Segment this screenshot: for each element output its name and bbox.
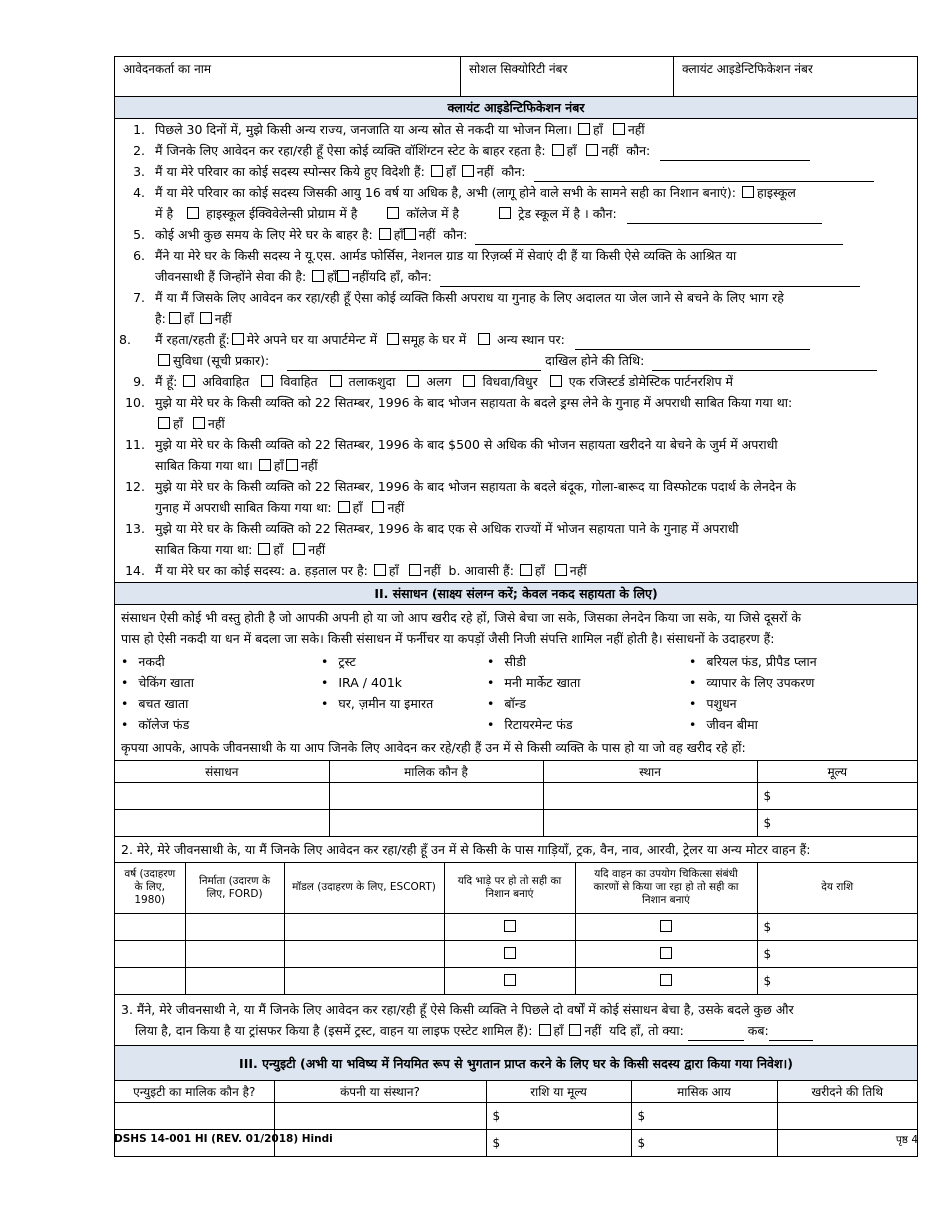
- sold-yes-checkbox[interactable]: [539, 1024, 551, 1036]
- q9-widowed-checkbox[interactable]: [463, 375, 475, 387]
- resources-ask: कृपया आपके, आपके जीवनसाथी के या आप जिनके लिए आवेदन कर रहे/रही हैं उन में से किसी व्यक्ति के पास हो या जो वह खरीद रहे हों:: [121, 740, 746, 755]
- no-label: नहीं: [569, 563, 587, 578]
- question-13: [115, 518, 917, 539]
- question-number: 4.: [133, 185, 145, 200]
- page-number: पृष्ठ 4: [895, 1134, 918, 1146]
- no-if-yes-label: नहींयदि हाँ, कौन:: [352, 269, 432, 284]
- location-cell[interactable]: [543, 810, 757, 837]
- question-4: [115, 182, 917, 203]
- rented-checkbox[interactable]: [504, 974, 516, 986]
- facility-label: सुविधा (सूची प्रकार):: [173, 353, 270, 368]
- question-2: [115, 140, 917, 161]
- no-label: नहीं: [214, 311, 232, 326]
- question-number: 10.: [125, 395, 145, 410]
- q10-yes-checkbox[interactable]: [158, 417, 170, 429]
- q8-own-checkbox[interactable]: [232, 333, 244, 345]
- question-number: 11.: [125, 437, 145, 452]
- col-header-rented: यदि भाड़े पर हो तो सही का निशान बनाएं: [444, 863, 575, 913]
- yes-label: हाँ: [183, 311, 194, 326]
- q8-facility-input[interactable]: [287, 357, 541, 371]
- entry-date-label: दाखिल होने की तिथि:: [545, 353, 645, 368]
- page-footer: [114, 1133, 918, 1147]
- when-label: कब:: [747, 1022, 769, 1038]
- q4-hs-equiv-checkbox[interactable]: [187, 207, 199, 219]
- question-4-cont: [115, 203, 917, 224]
- group-home-label: समूह के घर में: [402, 332, 467, 347]
- yes-label: हाँ: [273, 542, 284, 557]
- q8-other-checkbox[interactable]: [478, 333, 490, 345]
- list-item: • ट्रस्ट: [321, 651, 487, 672]
- no-label: नहीं: [418, 227, 436, 242]
- q6-no-checkbox[interactable]: [337, 270, 349, 282]
- amount-owed-cell[interactable]: [757, 913, 917, 940]
- question-3: [115, 161, 917, 182]
- no-label: नहीं: [423, 563, 441, 578]
- partnership-label: एक रजिस्टर्ड डोमेस्टिक पार्टनरशिप में: [568, 374, 734, 389]
- other-place-label: अन्य स्थान पर:: [497, 332, 565, 347]
- list-item: • बचत खाता: [121, 693, 321, 714]
- col-header-purchase-date: खरीदने की तिथि: [777, 1081, 917, 1103]
- no-label: नहीं: [584, 1022, 602, 1038]
- yes-label: हाँ: [534, 563, 545, 578]
- col-header-make: निर्माता (उदारण के लिए, FORD): [185, 863, 284, 913]
- q1-yes-checkbox[interactable]: [578, 123, 590, 135]
- dollar-sign: $: [763, 816, 772, 830]
- q1-no-checkbox[interactable]: [613, 123, 625, 135]
- make-cell[interactable]: [185, 940, 284, 967]
- col-header-location: स्थान: [543, 761, 757, 783]
- no-label: नहीं: [300, 458, 318, 473]
- question-text: मैं रहता/रहती हूँ:: [155, 332, 230, 347]
- question-number: 8.: [119, 332, 131, 347]
- list-item: • चेकिंग खाता: [121, 672, 321, 693]
- questions-block: [115, 119, 917, 583]
- make-cell[interactable]: [185, 913, 284, 940]
- who-label: कौन:: [592, 206, 617, 221]
- year-cell[interactable]: [115, 967, 185, 994]
- form-id: DSHS 14-001 HI (REV. 01/2018) Hindi: [114, 1133, 333, 1145]
- question-number: 9.: [133, 374, 145, 389]
- q13-yes-checkbox[interactable]: [258, 543, 270, 555]
- list-item: • जीवन बीमा: [689, 714, 911, 735]
- question-number: 6.: [133, 248, 145, 263]
- dollar-sign: $: [637, 1108, 646, 1123]
- table-row: [115, 783, 917, 810]
- list-item: • सीडी: [487, 651, 689, 672]
- question-text: मुझे या मेरे घर के किसी व्यक्ति को 22 सितम्बर, 1996 के बाद एक से अधिक राज्यों में भोजन सहायता पाने के गुनाह में अपराधी: [155, 521, 739, 536]
- amount-owed-cell[interactable]: [757, 940, 917, 967]
- dollar-sign: $: [637, 1135, 646, 1150]
- q9-partnership-checkbox[interactable]: [550, 375, 562, 387]
- q9-single-checkbox[interactable]: [183, 375, 195, 387]
- rented-cell: [444, 940, 575, 967]
- question-11-cont: [115, 455, 917, 476]
- list-item: • घर, ज़मीन या इमारत: [321, 693, 487, 714]
- location-cell[interactable]: [543, 783, 757, 810]
- q8-group-checkbox[interactable]: [387, 333, 399, 345]
- question-text: कोई अभी कुछ समय के लिए मेरे घर के बाहर है:: [155, 227, 373, 242]
- resources-intro-line-2: पास हो ऐसी नकदी या धन में बदला जा सके। किसी संसाधन में फर्नीचर या कपड़ों जैसी निजी संपत्ति शामिल नहीं होती है। संसाधनों के उदाहरण हैं:: [121, 631, 775, 646]
- question-number: 13.: [125, 521, 145, 536]
- q8-other-input[interactable]: [575, 336, 810, 350]
- question-text: पिछले 30 दिनों में, मुझे किसी अन्य राज्य, जनजाति या अन्य स्रोत से नकदी या भोजन मिला।: [155, 122, 572, 137]
- question-11: [115, 434, 917, 455]
- yes-label: हाँ: [592, 122, 603, 137]
- list-item: • नकदी: [121, 651, 321, 672]
- question-14: [115, 560, 917, 581]
- amount-owed-cell[interactable]: [757, 967, 917, 994]
- medical-cell: [575, 940, 757, 967]
- q8-facility-checkbox[interactable]: [158, 354, 170, 366]
- question-10-cont: [115, 413, 917, 434]
- question-text: मुझे या मेरे घर के किसी व्यक्ति को 22 सितम्बर, 1996 के बाद भोजन सहायता के बदले बंदूक, गोला-बारूद या विस्फोटक पदार्थ के लेनदेन के: [155, 479, 796, 494]
- rented-cell: [444, 967, 575, 994]
- q7-no-checkbox[interactable]: [200, 312, 212, 324]
- hs-equiv-label: हाइस्कूल ईक्विवेलेन्सी प्रोग्राम में है: [206, 206, 358, 221]
- question-number: 12.: [125, 479, 145, 494]
- q14a-yes-checkbox[interactable]: [374, 564, 386, 576]
- q3-yes-checkbox[interactable]: [431, 165, 443, 177]
- question-12: [115, 476, 917, 497]
- q4-who-input[interactable]: [627, 210, 822, 224]
- q14b-no-checkbox[interactable]: [555, 564, 567, 576]
- no-label: नहीं: [387, 500, 405, 515]
- q4-trade-checkbox[interactable]: [499, 207, 511, 219]
- amount-cell[interactable]: [486, 1102, 631, 1129]
- col-header-model: मॉडल (उदाहरण के लिए, ESCORT): [284, 863, 444, 913]
- question-8: [115, 329, 917, 350]
- medical-cell: [575, 967, 757, 994]
- question-text: मैं हूँ:: [155, 374, 178, 389]
- trade-label: ट्रेड स्कूल में है ।: [518, 206, 589, 221]
- col-header-year: वर्ष (उदाहरण के लिए, 1980): [115, 863, 185, 913]
- resource-cell[interactable]: [115, 810, 329, 837]
- model-cell[interactable]: [284, 967, 444, 994]
- question-13-cont: [115, 539, 917, 560]
- q14a-no-checkbox[interactable]: [409, 564, 421, 576]
- q9-divorced-checkbox[interactable]: [330, 375, 342, 387]
- yes-label: हाँ: [566, 143, 577, 158]
- sold-what-input[interactable]: [688, 1027, 744, 1041]
- rented-checkbox[interactable]: [504, 947, 516, 959]
- list-item: • बॉन्ड: [487, 693, 689, 714]
- client-id-section-text: क्लायंट आइडेन्टिफिकेशन नंबर: [447, 100, 585, 115]
- list-item: • बरियल फंड, प्रीपैड प्लान: [689, 651, 911, 672]
- q8-entry-date-input[interactable]: [652, 357, 877, 371]
- yes-label: हाँ: [393, 227, 404, 242]
- q11-yes-checkbox[interactable]: [259, 459, 271, 471]
- q14b-yes-checkbox[interactable]: [520, 564, 532, 576]
- list-item: • व्यापार के लिए उपकरण: [689, 672, 911, 693]
- rented-cell: [444, 913, 575, 940]
- q10-no-checkbox[interactable]: [193, 417, 205, 429]
- question-number: 2.: [133, 143, 145, 158]
- resource-examples-col-1: [121, 651, 321, 735]
- q14b-label: b. आवासी हैं:: [448, 563, 514, 578]
- year-cell[interactable]: [115, 940, 185, 967]
- annuity-section-title: [115, 1045, 917, 1081]
- divorced-label: तलाकशुदा: [348, 374, 396, 389]
- client-id-field[interactable]: [673, 57, 917, 96]
- question-6: [115, 245, 917, 266]
- own-home-label: मेरे अपने घर या अपार्टमेन्ट में: [246, 332, 378, 347]
- question-text: गुनाह में अपराधी साबित किया गया था:: [155, 500, 332, 515]
- table-row: [115, 810, 917, 837]
- purchase-date-cell[interactable]: [777, 1102, 917, 1129]
- q2-who-input[interactable]: [660, 147, 810, 161]
- widowed-label: विधवा/विधुर: [482, 374, 538, 389]
- question-number: 5.: [133, 227, 145, 242]
- sold-resources-question: [115, 995, 917, 1045]
- medical-checkbox[interactable]: [660, 920, 672, 932]
- owner-cell[interactable]: [329, 810, 543, 837]
- col-header-owner: मालिक कौन है: [329, 761, 543, 783]
- resources-table: [115, 760, 917, 837]
- q4-college-checkbox[interactable]: [387, 207, 399, 219]
- question-10: [115, 392, 917, 413]
- question-text: मुझे या मेरे घर के किसी व्यक्ति को 22 सितम्बर, 1996 के बाद $500 से अधिक की भोजन सहायता खरीदने या बेचने के जुर्म में अपराधी: [155, 437, 778, 452]
- sold-when-input[interactable]: [769, 1027, 813, 1041]
- question-text: मैं जिनके लिए आवेदन कर रहा/रही हूँ ऐसा कोई व्यक्ति वॉशिंग्टन स्टेट के बाहर रहता है:: [155, 143, 546, 158]
- dollar-sign: $: [763, 789, 772, 803]
- q9-married-checkbox[interactable]: [261, 375, 273, 387]
- annuity-section-text: III. एन्युइटी (अभी या भविष्य में नियमित रूप से भुगतान प्राप्त करने के लिए घर के किसी सदस्य द्वारा किया गया निवेश।): [239, 1055, 793, 1071]
- ssn-field[interactable]: [460, 57, 673, 96]
- vehicles-table: [115, 863, 917, 995]
- dollar-sign: $: [492, 1135, 501, 1150]
- q6-who-input[interactable]: [440, 273, 860, 287]
- q5-who-input[interactable]: [475, 231, 843, 245]
- dollar-sign: $: [763, 973, 772, 988]
- applicant-name-label: आवेदनकर्ता का नाम: [123, 62, 212, 76]
- resources-intro: [115, 605, 917, 651]
- col-header-amount-owed: देय राशि: [757, 863, 917, 913]
- medical-checkbox[interactable]: [660, 947, 672, 959]
- model-cell[interactable]: [284, 940, 444, 967]
- sold-question-line-1: 3. मैंने, मेरे जीवनसाथी ने, या मैं जिनके लिए आवेदन कर रहा/रही हूँ ऐसे किसी व्यक्ति ने पिछले दो वर्षों में कोई संसाधन बेचा है, उसके बदले कुछ और: [121, 1001, 794, 1017]
- resources-section-text: II. संसाधन (साक्ष्य संलग्न करें; केवल नकद सहायता के लिए): [374, 586, 658, 601]
- yes-label: हाँ: [327, 269, 338, 284]
- who-label: कौन:: [626, 143, 651, 158]
- yes-label: हाँ: [388, 563, 399, 578]
- question-number: 3.: [133, 164, 145, 179]
- resource-examples-col-3: [487, 651, 689, 735]
- question-text: मैं या मेरे परिवार का कोई सदस्य जिसकी आयु 16 वर्ष या अधिक है, अभी (लागू होने वाले सभी के सामने सही का निशान बनाएं):: [155, 185, 736, 200]
- question-text: साबित किया गया था।: [155, 458, 253, 473]
- q6-yes-checkbox[interactable]: [312, 270, 324, 282]
- col-header-company: कंपनी या संस्थान?: [274, 1081, 486, 1103]
- applicant-header: [115, 57, 917, 97]
- col-header-value: मूल्य: [757, 761, 917, 783]
- sold-no-checkbox[interactable]: [569, 1024, 581, 1036]
- col-header-medical: यदि वाहन का उपयोग चिकित्सा संबंधी कारणों से किया जा रहा हो तो सही का निशान बनाएं: [575, 863, 757, 913]
- vehicles-question: 2. मेरे, मेरे जीवनसाथी के, या मैं जिनके लिए आवेदन कर रहा/रही हूँ उन में से किसी के पास गाड़ियाँ, ट्रक, वैन, नाव, आरवी, ट्रेलर या अन्य मोटर वाहन हैं:: [115, 837, 917, 863]
- applicant-name-field[interactable]: [115, 57, 460, 96]
- no-label: नहीं: [627, 122, 645, 137]
- question-number: 1.: [133, 122, 145, 137]
- application-form: [114, 56, 918, 1157]
- separated-label: अलग: [426, 374, 452, 389]
- q12-yes-checkbox[interactable]: [338, 501, 350, 513]
- list-item: • IRA / 401k: [321, 672, 487, 693]
- yes-label: हाँ: [173, 416, 183, 431]
- company-cell[interactable]: [274, 1102, 486, 1129]
- year-cell[interactable]: [115, 913, 185, 940]
- college-label: कॉलेज में है: [406, 206, 460, 221]
- q3-who-input[interactable]: [534, 168, 874, 182]
- resource-examples-col-4: [689, 651, 911, 735]
- col-header-resource: संसाधन: [115, 761, 329, 783]
- q11-no-checkbox[interactable]: [286, 459, 298, 471]
- table-row: [115, 1102, 917, 1129]
- col-header-annuity-owner: एन्युइटी का मालिक कौन है?: [115, 1081, 274, 1103]
- dollar-sign: $: [763, 946, 772, 961]
- if-yes-what-label: यदि हाँ, तो क्या:: [609, 1022, 684, 1038]
- question-number: 7.: [133, 290, 145, 305]
- resource-examples: [115, 651, 917, 735]
- q12-no-checkbox[interactable]: [372, 501, 384, 513]
- q5-no-checkbox[interactable]: [404, 228, 416, 240]
- no-label: नहीं: [601, 143, 619, 158]
- q9-separated-checkbox[interactable]: [407, 375, 419, 387]
- client-id-section-title: [115, 97, 917, 119]
- q2-yes-checkbox[interactable]: [552, 144, 564, 156]
- question-number: 14.: [125, 563, 145, 578]
- q2-no-checkbox[interactable]: [586, 144, 598, 156]
- sold-question-line-2: लिया है, दान किया है या ट्रांसफर किया है (इसमें ट्रस्ट, वाहन या लाइफ एस्टेट शामिल हैं):: [135, 1022, 533, 1038]
- question-text: मैं या मैं जिसके लिए आवेदन कर रहा/रही हूँ ऐसा कोई व्यक्ति किसी अपराध या गुनाह के लिए अदालत या जेल जाने से बचने के लिए भाग रहे: [155, 290, 784, 305]
- dollar-sign: $: [492, 1108, 501, 1123]
- question-1: [115, 119, 917, 140]
- make-cell[interactable]: [185, 967, 284, 994]
- who-label: कौन:: [443, 227, 468, 242]
- question-5: [115, 224, 917, 245]
- question-6-cont: [115, 266, 917, 287]
- resource-examples-col-2: [321, 651, 487, 735]
- no-label: नहीं: [207, 416, 225, 431]
- model-cell[interactable]: [284, 913, 444, 940]
- medical-cell: [575, 913, 757, 940]
- ssn-label: सोशल सिक्योरिटी नंबर: [469, 62, 568, 76]
- q3-no-checkbox[interactable]: [462, 165, 474, 177]
- q13-no-checkbox[interactable]: [293, 543, 305, 555]
- value-cell[interactable]: [757, 783, 917, 810]
- list-item: • रिटायरमेन्ट फंड: [487, 714, 689, 735]
- resources-intro-line-1: संसाधन ऐसी कोई भी वस्तु होती है जो आपकी अपनी हो या जो आप खरीद रहे हों, जिसे बेचा जा सके, जिसका लेनदेन किया जा सके, या जिसे दूसरों के: [121, 610, 801, 625]
- no-label: नहीं: [308, 542, 326, 557]
- is-in-label: में है: [155, 206, 174, 221]
- question-text: जीवनसाथी हैं जिन्होंने सेवा की है:: [155, 269, 307, 284]
- question-text: है:: [155, 311, 166, 326]
- yes-label: हाँ: [445, 164, 456, 179]
- col-header-amount: राशि या मूल्य: [486, 1081, 631, 1103]
- no-label: नहीं: [476, 164, 494, 179]
- annuity-owner-cell[interactable]: [115, 1102, 274, 1129]
- question-12-cont: [115, 497, 917, 518]
- yes-label: हाँ: [352, 500, 363, 515]
- question-text: मुझे या मेरे घर के किसी व्यक्ति को 22 सितम्बर, 1996 के बाद भोजन सहायता के बदले ड्रग्स लेने के गुनाह में अपराधी साबित किया गया था:: [155, 395, 793, 410]
- dollar-sign: $: [763, 919, 772, 934]
- question-8-cont: [115, 350, 917, 371]
- list-item: • मनी मार्केट खाता: [487, 672, 689, 693]
- question-text: साबित किया गया था:: [155, 542, 253, 557]
- single-label: अविवाहित: [202, 374, 250, 389]
- monthly-income-cell[interactable]: [631, 1102, 777, 1129]
- q7-yes-checkbox[interactable]: [169, 312, 181, 324]
- value-cell[interactable]: [757, 810, 917, 837]
- question-7-cont: [115, 308, 917, 329]
- married-label: विवाहित: [280, 374, 318, 389]
- table-row: [115, 967, 917, 994]
- col-header-monthly-income: मासिक आय: [631, 1081, 777, 1103]
- question-text: मैं या मेरे घर का कोई सदस्य: a. हड़ताल पर है:: [155, 563, 368, 578]
- table-row: [115, 913, 917, 940]
- table-row: [115, 940, 917, 967]
- high-school-label: हाइस्कूल: [756, 185, 796, 200]
- client-id-label: क्लायंट आइडेन्टिफिकेशन नंबर: [682, 62, 813, 76]
- question-text: मैं या मेरे परिवार का कोई सदस्य स्पोन्सर किये हुए विदेशी हैं:: [155, 164, 425, 179]
- rented-checkbox[interactable]: [504, 920, 516, 932]
- question-9: [115, 371, 917, 392]
- who-label: कौन:: [501, 164, 526, 179]
- yes-label: हाँ: [553, 1022, 564, 1038]
- list-item: • कॉलेज फंड: [121, 714, 321, 735]
- owner-cell[interactable]: [329, 783, 543, 810]
- q5-yes-checkbox[interactable]: [379, 228, 391, 240]
- resource-cell[interactable]: [115, 783, 329, 810]
- yes-label: हाँ: [273, 458, 284, 473]
- q4-highschool-checkbox[interactable]: [742, 186, 754, 198]
- resources-section-title: [115, 583, 917, 605]
- list-item: • पशुधन: [689, 693, 911, 714]
- question-text: मैंने या मेरे घर के किसी सदस्य ने यू.एस. आर्मड फोर्सिस, नेशनल ग्राड या रिज़र्व्स में सेवाएं दी हैं या किसी ऐसे व्यक्ति के आश्रित या: [155, 248, 737, 263]
- medical-checkbox[interactable]: [660, 974, 672, 986]
- question-7: [115, 287, 917, 308]
